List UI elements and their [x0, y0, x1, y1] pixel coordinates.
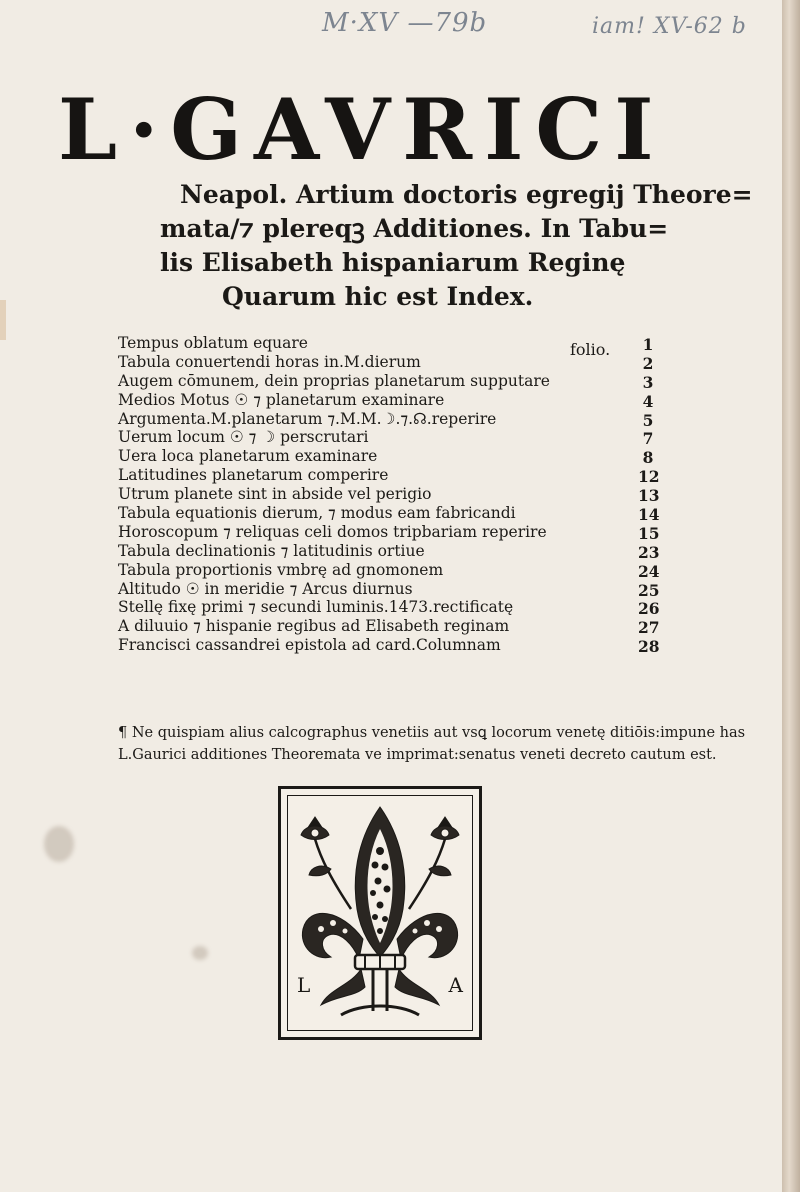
- toc-row: [118, 580, 658, 599]
- paper-stain: [192, 946, 208, 960]
- toc-row: [118, 391, 658, 410]
- toc-folio: 27: [638, 618, 660, 638]
- folio-label: folio.: [570, 340, 611, 359]
- toc-entry: Tabula proportionis vmbrę ad gnomonem: [118, 560, 444, 579]
- toc-entry: A diluuio ⁊ hispanie regibus ad Elisabeth reginam: [118, 617, 510, 636]
- table-of-contents: [118, 334, 658, 655]
- toc-entry: Tabula conuertendi horas in.M.dierum: [118, 352, 421, 371]
- toc-entry: Horoscopum ⁊ reliquas celi domos tripbariam reperire: [118, 522, 547, 541]
- toc-folio: 23: [638, 542, 660, 562]
- mark-letter-left: L: [297, 973, 311, 997]
- toc-row: [118, 334, 658, 353]
- toc-row: [118, 561, 658, 580]
- toc-row: [118, 504, 658, 523]
- toc-folio: 1: [642, 335, 654, 354]
- subtitle: [160, 178, 753, 314]
- toc-folio: 15: [638, 523, 660, 543]
- page-title: L·GAVRICI: [58, 80, 666, 179]
- toc-folio: 28: [638, 637, 660, 657]
- subtitle-line: lis Elisabeth hispaniarum Reginę: [160, 248, 626, 277]
- toc-entry: Tabula declinationis ⁊ latitudinis ortiue: [118, 541, 425, 560]
- privilege-notice: [118, 722, 746, 766]
- toc-row: [118, 410, 658, 429]
- toc-row: [118, 353, 658, 372]
- toc-row: [118, 636, 658, 655]
- subtitle-line: mata/⁊ plereqꝫ Additiones. In Tabu=: [160, 214, 669, 243]
- toc-folio: 5: [642, 410, 654, 430]
- toc-folio: 3: [642, 372, 654, 392]
- fleur-de-lis-icon: [281, 789, 479, 1037]
- page-edge: [782, 0, 800, 1192]
- toc-entry: Argumenta.M.planetarum ⁊.M.M.☽.⁊.☊.reperire: [118, 409, 497, 428]
- toc-folio: 4: [642, 391, 654, 411]
- toc-row: [118, 485, 658, 504]
- toc-row: [118, 428, 658, 447]
- toc-entry: Francisci cassandrei epistola ad card.Columnam: [118, 636, 501, 655]
- toc-entry: Augem cōmunem, dein proprias planetarum supputare: [118, 371, 550, 390]
- subtitle-line: Neapol. Artium doctoris egregij Theore=: [180, 180, 753, 209]
- notice-line: ¶ Ne quispiam alius calcographus venetiis aut vsꝗ locorum venetę ditiōis:impune has: [118, 725, 746, 741]
- toc-folio: 13: [638, 486, 660, 506]
- notice-line: L.Gaurici additiones Theoremata ve imprimat:senatus veneti decreto cautum est.: [118, 747, 717, 763]
- toc-folio: 14: [638, 505, 660, 525]
- toc-row: [118, 466, 658, 485]
- toc-row: [118, 447, 658, 466]
- toc-row: [118, 523, 658, 542]
- toc-row: [118, 542, 658, 561]
- toc-folio: 24: [638, 561, 660, 581]
- shelfmark-left: M·XV —79b: [322, 8, 488, 38]
- toc-entry: Stellę fixę primi ⁊ secundi luminis.1473.rectificatę: [118, 598, 514, 617]
- toc-entry: Uera loca planetarum examinare: [118, 447, 378, 466]
- toc-entry: Tabula equationis dierum, ⁊ modus eam fabricandi: [118, 504, 516, 523]
- mark-letter-right: A: [448, 973, 463, 997]
- paper-stain: [0, 300, 6, 340]
- toc-row: [118, 617, 658, 636]
- toc-folio: 12: [638, 467, 660, 487]
- toc-entry: Utrum planete sint in abside vel perigio: [118, 485, 432, 504]
- toc-entry: Medios Motus ☉ ⁊ planetarum examinare: [118, 390, 445, 409]
- toc-folio: 2: [642, 353, 654, 373]
- toc-folio: 8: [642, 448, 654, 468]
- toc-row: [118, 372, 658, 391]
- toc-folio: 7: [642, 429, 654, 449]
- toc-entry: Tempus oblatum equare: [118, 334, 308, 352]
- toc-row: [118, 598, 658, 617]
- subtitle-line: Quarum hic est Index.: [222, 282, 534, 311]
- toc-entry: Uerum locum ☉ ⁊ ☽ perscrutari: [118, 428, 369, 447]
- printer-mark: [278, 786, 482, 1040]
- shelfmark-right: iam! XV-62 b: [592, 14, 747, 39]
- toc-folio: 25: [638, 580, 660, 600]
- paper-stain: [44, 826, 74, 862]
- toc-entry: Latitudines planetarum comperire: [118, 466, 389, 485]
- toc-entry: Altitudo ☉ in meridie ⁊ Arcus diurnus: [118, 579, 413, 598]
- toc-folio: 26: [638, 599, 660, 619]
